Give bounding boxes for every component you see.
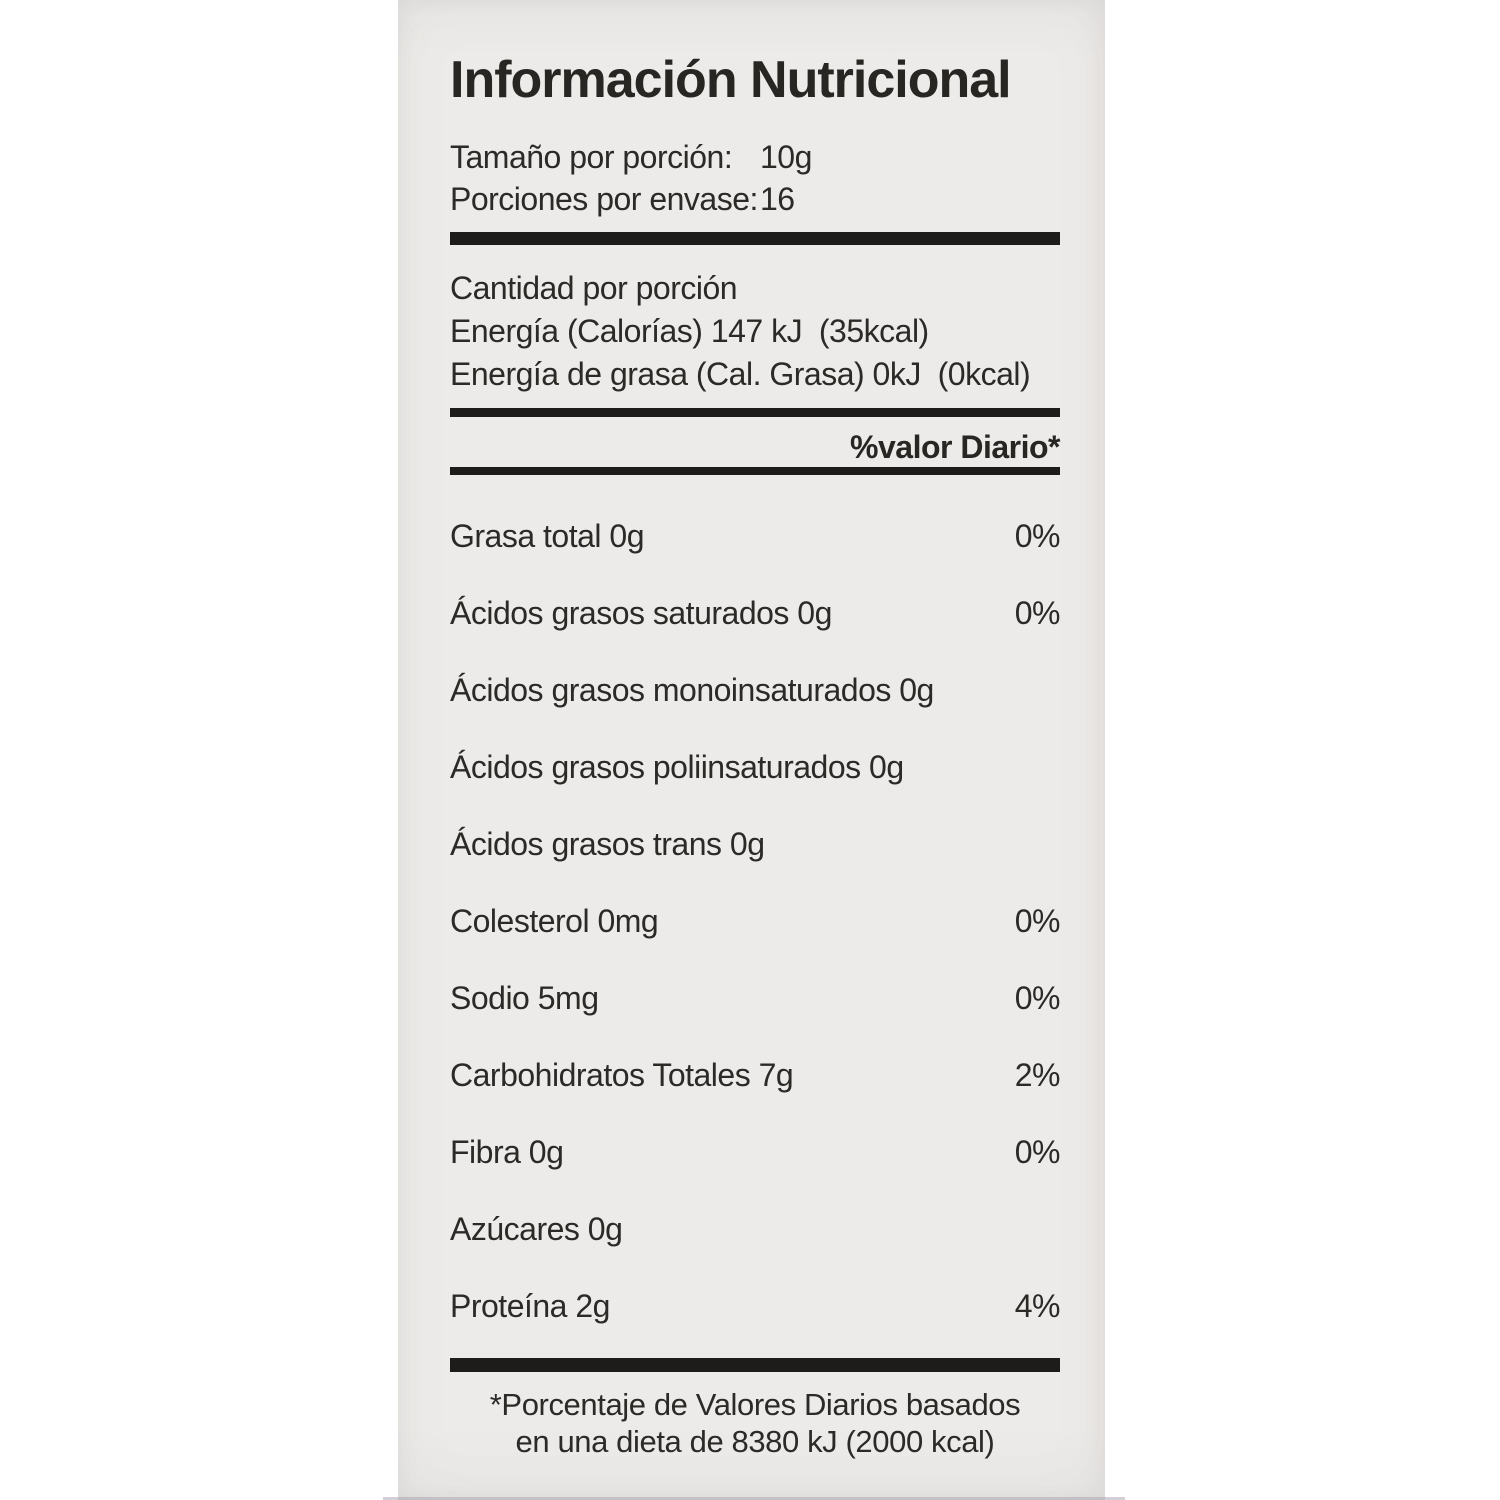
nutrient-daily-value: 0%: [1014, 595, 1060, 631]
nutrient-name: Azúcares 0g: [450, 1211, 623, 1247]
nutrient-row-saturated-fat: [450, 592, 1060, 634]
footnote: [450, 1386, 1060, 1460]
serving-size-row: [450, 136, 1060, 178]
nutrient-name: Ácidos grasos saturados 0g: [450, 595, 832, 631]
divider-thick-top: [450, 232, 1060, 245]
divider-thick-bottom: [450, 1358, 1060, 1372]
daily-value-header: %valor Diario*: [850, 429, 1060, 465]
nutrient-name: Sodio 5mg: [450, 980, 599, 1016]
nutrient-row-polyunsaturated-fat: [450, 746, 1060, 788]
footnote-line1: *Porcentaje de Valores Diarios basados: [489, 1387, 1021, 1422]
servings-per-container-row: [450, 178, 1060, 220]
nutrition-label: [398, 0, 1105, 1500]
servings-per-container-value: 16: [760, 181, 795, 217]
nutrient-row-monounsaturated-fat: [450, 669, 1060, 711]
nutrient-row-protein: [450, 1285, 1060, 1327]
nutrient-row-trans-fat: [450, 823, 1060, 865]
nutrient-name: Fibra 0g: [450, 1134, 564, 1170]
energy-calories-line: Energía (Calorías) 147 kJ (35kcal): [450, 313, 929, 349]
nutrient-row-total-fat: [450, 515, 1060, 557]
amount-per-serving-heading: Cantidad por porción: [450, 270, 738, 306]
label-content: [398, 0, 1105, 1500]
nutrient-daily-value: 2%: [1014, 1057, 1060, 1093]
nutrient-row-sodium: [450, 977, 1060, 1019]
nutrient-row-total-carbohydrate: [450, 1054, 1060, 1096]
nutrient-daily-value: 0%: [1014, 903, 1060, 939]
serving-info: [450, 136, 1060, 220]
nutrient-name: Ácidos grasos poliinsaturados 0g: [450, 749, 904, 785]
nutrient-daily-value: 0%: [1014, 518, 1060, 554]
label-title: Información Nutricional: [450, 51, 1011, 109]
nutrient-daily-value: 4%: [1014, 1288, 1060, 1324]
nutrient-name: Proteína 2g: [450, 1288, 610, 1324]
divider-medium: [450, 408, 1060, 417]
nutrient-name: Ácidos grasos monoinsaturados 0g: [450, 672, 934, 708]
energy-fat-line: Energía de grasa (Cal. Grasa) 0kJ (0kcal): [450, 356, 1031, 392]
nutrient-row-fiber: [450, 1131, 1060, 1173]
nutrient-name: Ácidos grasos trans 0g: [450, 826, 765, 862]
nutrient-row-cholesterol: [450, 900, 1060, 942]
serving-size-value: 10g: [760, 139, 812, 175]
footnote-line2: en una dieta de 8380 kJ (2000 kcal): [515, 1424, 995, 1459]
nutrient-name: Grasa total 0g: [450, 518, 644, 554]
servings-per-container-label: Porciones por envase:: [450, 181, 758, 217]
nutrient-daily-value: 0%: [1014, 980, 1060, 1016]
nutrient-rows: [450, 515, 1060, 1327]
nutrient-name: Carbohidratos Totales 7g: [450, 1057, 794, 1093]
nutrient-name: Colesterol 0mg: [450, 903, 659, 939]
nutrient-row-sugars: [450, 1208, 1060, 1250]
serving-size-label: Tamaño por porción:: [450, 139, 733, 175]
divider-thin: [450, 467, 1060, 475]
nutrient-daily-value: 0%: [1014, 1134, 1060, 1170]
energy-section: [450, 267, 1060, 396]
